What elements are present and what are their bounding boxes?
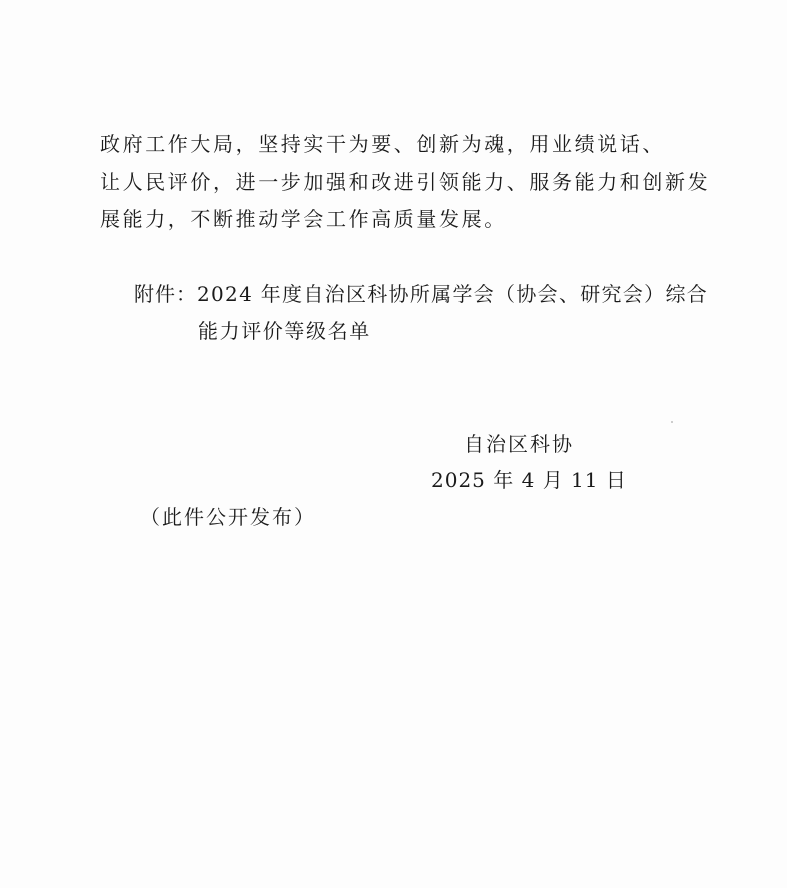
- body-text-line: 政府工作大局，坚持实干为要、创新为魂，用业绩说话、: [100, 132, 665, 156]
- signature-date: 2025 年 4 月 11 日: [431, 468, 627, 492]
- attachment-label: 附件：: [134, 282, 197, 306]
- body-text-line: 让人民评价，进一步加强和改进引领能力、服务能力和创新发: [100, 170, 711, 194]
- attachment-title-line: 能力评价等级名单: [198, 319, 371, 343]
- signature-organization: 自治区科协: [464, 432, 574, 456]
- scan-speck: [671, 421, 673, 423]
- attachment-title-line: 2024 年度自治区科协所属学会（协会、研究会）综合: [197, 282, 709, 306]
- body-text-line: 展能力，不断推动学会工作高质量发展。: [100, 207, 507, 231]
- publish-note: （此件公开发布）: [140, 505, 316, 529]
